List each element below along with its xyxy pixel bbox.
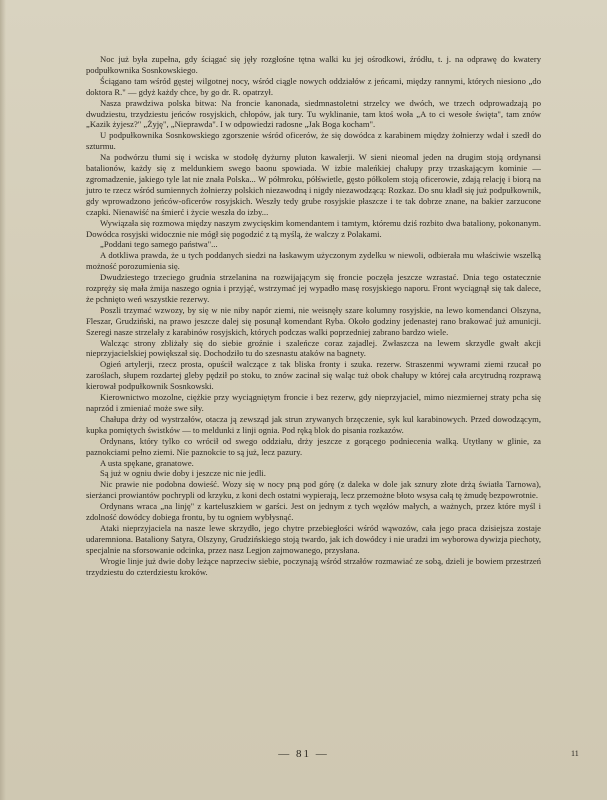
printer-signature-mark: 11 (571, 749, 579, 758)
paragraph: Ordynans wraca „na linję" z karteluszkiem w garści. Jest on jednym z tych węzłów małych, a ważnych, przez które myśl i zdolność dowódcy dobiega frontu, by tu ogniem wybłysnąć. (86, 501, 541, 523)
body-text (86, 54, 541, 578)
paragraph: Dwudziestego trzeciego grudnia strzelanina na rozwijającym się froncie poczęła jeszcze wzrastać. Dnia tego ostatecznie rozpręży się mała żmija naszego ognia i przyjąć, wstrzymać jej wypadło masę rosyjskiego naporu. Front wyciągnął się tak dalece, że pchnięto weń wszystkie rezerwy. (86, 272, 541, 304)
paragraph: Nasza prawdziwa polska bitwa: Na froncie kanonada, siedmnastoletni strzelcy we dwóch, we trzech odprowadzają po dwudziestu, trzydziestu jeńców rosyjskich, chłopów, jak tury. Tu wyklinanie, tam ktoś woła „A to ci wesołe święta", tam znów „Kazik żyjesz?" „Żyję", „Nieprawda". I w odpowiedzi radosne „Jak Boga kocham". (86, 97, 541, 130)
paragraph: Nic prawie nie podobna dowieść. Wozy się w nocy pną pod górę (z daleka w dole jak sznury złote drżą światła Tarnowa), sierżanci prowiantów pochrypli od krzyku, z koni dech ostatni wypierają, lecz przemożne błoto wsysa całą tę żmudę bezpowrotnie. (86, 479, 541, 501)
paragraph: Ściągano tam wśród gęstej wilgotnej nocy, wśród ciągle nowych oddziałów z jeńcami, między rannymi, których niesiono „do doktora R." — gdyż każdy chce, by go dr. R. opatrzył. (86, 75, 541, 97)
paragraph: Kierownictwo mozolne, ciężkie przy wyciągniętym froncie i bez rezerw, gdy nieprzyjaciel, mimo niezmiernej straty pcha się naprzód i zmieniać może swe siły. (86, 392, 541, 413)
paragraph: Chałupa drży od wystrzałów, otacza ją zewsząd jak strun zrywanych brzęczenie, syk kul karabinowych. Przed dowodzącym, kupka pomiętych świstków — to meldunki z linji ognia. Pod ręką blok do pisania rozkazów. (86, 413, 541, 435)
paragraph: Poszli trzymać wzwozy, by się w nie niby napór ziemi, nie weisnęły szare kolumny rosyjskie, na lewo komendanci Olszyna, Fleszar, Grudziński, na prawo jeszcze dalej się posunął komendant Ryba. Około godziny jedenastej rano brakować już amunicji. Szeregi nasze strzelały z karabinów rosyjskich, których podczas walki poprzedniej zabrano bardzo wiele. (86, 304, 541, 337)
page-number: — 81 — (278, 748, 329, 760)
paragraph: A usta spękane, granatowe. (100, 457, 194, 468)
paragraph: Ordynans, który tylko co wrócił od swego oddziału, drży jeszcze z gorącego podniecenia walką. Utytłany w glinie, za paznokciami pełno ziemi. Nie paznokcie to są już, lecz pazury. (86, 435, 541, 457)
paragraph: „Poddani tego samego państwa"... (100, 239, 218, 250)
paragraph: Są już w ogniu dwie doby i jeszcze nic nie jedli. (100, 468, 266, 479)
paragraph: Ataki nieprzyjaciela na nasze lewe skrzydło, jego chytre przebiegłości wśród wąwozów, cała jego praca dzisiejsza zostaje udaremniona. Bataliony Satyra, Olszyny, Grudzińskiego stoją twardo, jak ich dowódcy i nie uradzi im wyborowa dywizja piechoty, specjalnie na sforsowanie odcinka, przez nasz Legjon zajmowanego, przysłana. (86, 522, 541, 555)
paragraph: U podpułkownika Sosnkowskiego zgorszenie wśród oficerów, że się dowódca z karabinem między żołnierzy wdał i szedł do szturmu. (86, 130, 541, 152)
paragraph: Wrogie linje już dwie doby leżące naprzeciw siebie, poczynają wśród strzałów rozmawiać ze sobą, dzieli je bowiem przestrzeń trzydziestu do czterdziestu kroków. (86, 555, 541, 577)
paragraph: A dotkliwa prawda, że u tych poddanych siedzi na łaskawym użyczonym zydelku w niewoli, odbierała mu właściwie wszelką możność porozumienia się. (86, 250, 541, 272)
paragraph: Na podwórzu tłumi się i wciska w stodołę dyżurny pluton kawalerji. W sieni nieomal jeden na drugim stoją ordynansi batalionów, każdy się z meldunkiem swego baonu spowiada. W izbie maleńkiej chałupy przy trzaskającym kominie — zgromadzenie, jakiego tyle lat nie znała Polska... W półmroku, półświetle, gęsto półkolem stoją oficerowie, zdają relację i biorą na jutro te rzecz wśród sumiennych żołnierzy polskich niezawodną i nigdy niezawodzącą: Rozkaz. Do snu kładł się już podpułkownik, gdy wprowadzono jeńców-oficerów rosyjskich. Weszły tedy grube rosyjskie płaszcze i te tak dobrze znane, na bakier zarzucone czapki. Nienawiść na śmierć i życie weszła do izby... (86, 152, 541, 217)
paragraph: Walcząc strony zbliżały się do siebie groźnie i szaleńcze coraz zajadlej. Zwłaszcza na lewem skrzydle gwałt akcji nieprzyjacielskiej powiększał się. Dochodziło tu do szesnastu ataków na bagnety. (86, 337, 541, 359)
paragraph: Ogień artylerji, rzecz prosta, opuścił walczące z tak bliska fronty i szuka. rezerw. Straszenmi wywrami ziemi rzucał po zaroślach, słupem rozdartej gleby pędził po stoku, to znów zacinał się waląc tuż obok chałupy w której cała arcytrudną rozprawą kierował podpułkownik Sosnkowski. (86, 359, 541, 392)
paragraph: Wywiązała się rozmowa między naszym zwycięskim komendantem i tamtym, któremu dziś rozbito dwa bataliony, pokonanym. Dowódca rosyjski widocznie nie mógł się pogodzić z tą myślą, że walczy z Polakami. (86, 217, 541, 239)
paragraph: Noc już była zupełna, gdy ściągać się jęły rozgłośne tętna walki ku jej ośrodkowi, źródłu, t. j. na odprawę do kwatery podpułkownika Sosnkowskiego. (86, 54, 541, 75)
